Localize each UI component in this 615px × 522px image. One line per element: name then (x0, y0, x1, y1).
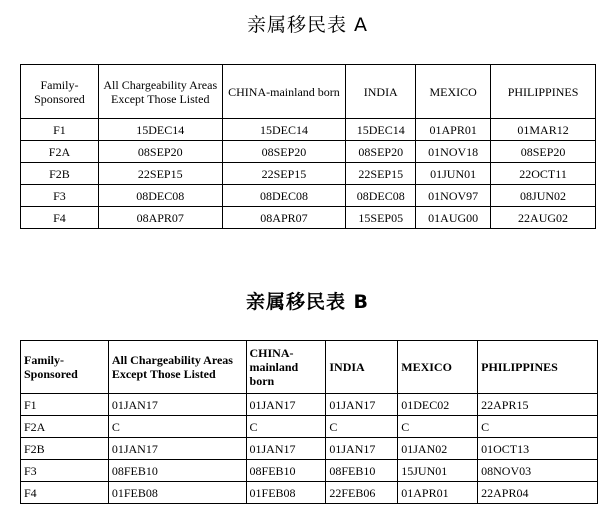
column-header: PHILIPPINES (491, 65, 596, 119)
date-cell: 08DEC08 (98, 185, 222, 207)
date-cell: 15SEP05 (346, 207, 416, 229)
table-b-title: 亲属移民表 B (245, 291, 370, 313)
column-header: CHINA-mainland born (222, 65, 346, 119)
date-cell: 08NOV03 (478, 460, 598, 482)
date-cell: 01NOV97 (416, 185, 491, 207)
category-cell: F3 (21, 460, 109, 482)
date-cell: 01JAN17 (108, 438, 246, 460)
date-cell: 01FEB08 (108, 482, 246, 504)
table-row (21, 482, 598, 504)
date-cell: 08FEB10 (326, 460, 398, 482)
category-cell: F4 (21, 207, 99, 229)
date-cell: 01JAN17 (326, 394, 398, 416)
date-cell: 08SEP20 (491, 141, 596, 163)
date-cell: 01JAN17 (246, 438, 326, 460)
date-cell: 22OCT11 (491, 163, 596, 185)
table-row (21, 394, 598, 416)
date-cell: 01MAR12 (491, 119, 596, 141)
date-cell: 01DEC02 (398, 394, 478, 416)
date-cell: 01OCT13 (478, 438, 598, 460)
category-cell: F1 (21, 394, 109, 416)
date-cell: 22APR04 (478, 482, 598, 504)
category-cell: F2A (21, 141, 99, 163)
date-cell: 01JAN17 (326, 438, 398, 460)
date-cell: 01NOV18 (416, 141, 491, 163)
category-cell: F2A (21, 416, 109, 438)
date-cell: C (326, 416, 398, 438)
column-header: INDIA (346, 65, 416, 119)
date-cell: 01AUG00 (416, 207, 491, 229)
column-header: INDIA (326, 341, 398, 394)
table-a (20, 64, 596, 229)
date-cell: C (246, 416, 326, 438)
date-cell: 08APR07 (98, 207, 222, 229)
date-cell: 08FEB10 (246, 460, 326, 482)
column-header: MEXICO (416, 65, 491, 119)
category-cell: F2B (21, 438, 109, 460)
date-cell: 22AUG02 (491, 207, 596, 229)
table-row (21, 416, 598, 438)
date-cell: 08SEP20 (346, 141, 416, 163)
table-row (21, 163, 596, 185)
table-row (21, 185, 596, 207)
date-cell: 08APR07 (222, 207, 346, 229)
column-header: All Chargeability Areas Except Those Listed (108, 341, 246, 394)
table-b (20, 340, 598, 504)
table-row (21, 438, 598, 460)
table-row (21, 141, 596, 163)
date-cell: 01JUN01 (416, 163, 491, 185)
date-cell: 08DEC08 (346, 185, 416, 207)
column-header: All Chargeability Areas Except Those Listed (98, 65, 222, 119)
column-header: PHILIPPINES (478, 341, 598, 394)
date-cell: C (398, 416, 478, 438)
column-header: MEXICO (398, 341, 478, 394)
header-row (21, 65, 596, 119)
category-cell: F1 (21, 119, 99, 141)
date-cell: 15DEC14 (346, 119, 416, 141)
table-row (21, 119, 596, 141)
category-cell: F4 (21, 482, 109, 504)
column-header: CHINA-mainland born (246, 341, 326, 394)
date-cell: 15DEC14 (222, 119, 346, 141)
date-cell: C (108, 416, 246, 438)
date-cell: 08SEP20 (98, 141, 222, 163)
date-cell: 15DEC14 (98, 119, 222, 141)
date-cell: 01JAN02 (398, 438, 478, 460)
date-cell: 01JAN17 (246, 394, 326, 416)
column-header: Family-Sponsored (21, 65, 99, 119)
category-cell: F2B (21, 163, 99, 185)
date-cell: 22SEP15 (346, 163, 416, 185)
date-cell: 08DEC08 (222, 185, 346, 207)
date-cell: C (478, 416, 598, 438)
column-header: Family-Sponsored (21, 341, 109, 394)
date-cell: 22APR15 (478, 394, 598, 416)
header-row (21, 341, 598, 394)
table-row (21, 460, 598, 482)
date-cell: 22FEB06 (326, 482, 398, 504)
date-cell: 08SEP20 (222, 141, 346, 163)
date-cell: 01APR01 (398, 482, 478, 504)
category-cell: F3 (21, 185, 99, 207)
table-a-title: 亲属移民表 A (246, 14, 369, 36)
date-cell: 01FEB08 (246, 482, 326, 504)
date-cell: 01APR01 (416, 119, 491, 141)
date-cell: 01JAN17 (108, 394, 246, 416)
date-cell: 08JUN02 (491, 185, 596, 207)
date-cell: 15JUN01 (398, 460, 478, 482)
date-cell: 22SEP15 (222, 163, 346, 185)
date-cell: 22SEP15 (98, 163, 222, 185)
date-cell: 08FEB10 (108, 460, 246, 482)
table-row (21, 207, 596, 229)
